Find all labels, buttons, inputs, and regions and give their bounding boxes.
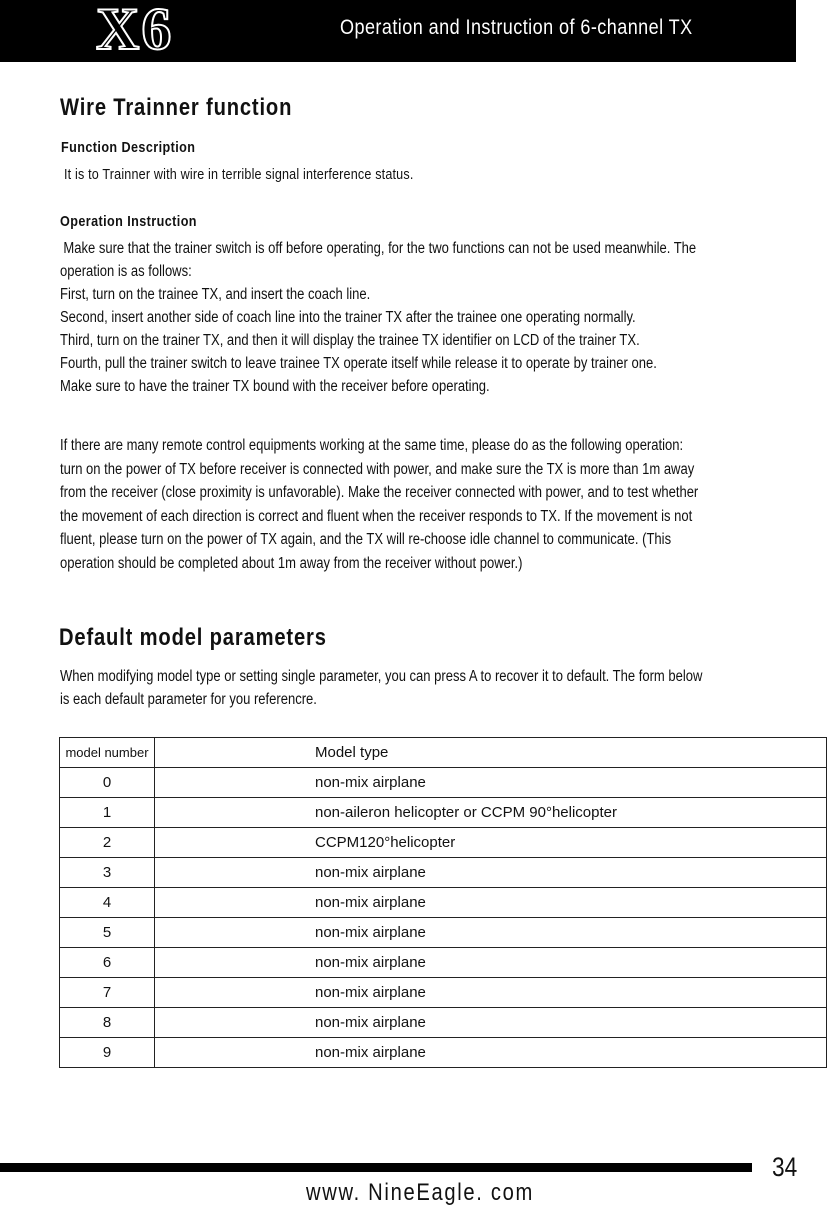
default-parameters-table xyxy=(59,737,827,1068)
table-row xyxy=(60,948,827,978)
website-url: www. NineEagle. com xyxy=(306,1179,535,1206)
model-number-cell: 9 xyxy=(60,1038,155,1068)
function-description-heading: Function Description xyxy=(61,139,196,156)
defaults-intro-text: When modifying model type or setting single parameter, you can press A to recover it to default. The form below is each default parameter for you referencre. xyxy=(60,668,703,708)
logo: X6 xyxy=(96,0,174,62)
model-type-cell: non-mix airplane xyxy=(155,768,827,798)
model-number-cell: 4 xyxy=(60,888,155,918)
table-row xyxy=(60,918,827,948)
model-number-cell: 2 xyxy=(60,828,155,858)
defaults-section-title: Default model parameters xyxy=(59,624,327,651)
operation-instruction-text: Make sure that the trainer switch is off before operating, for the two functions can not be used meanwhile. The operation is as follows: First, turn on the trainee TX, and insert the coach line. Second, insert another side of coach line into the trainer TX after the trainee one operating normally. Third, turn on the trainer TX, and then it will display the trainee TX identifier on LCD of the trainer TX. Fourth, pull the trainer switch to leave trainee TX operate itself while release it to operate by trainer one. Make sure to have the trainer TX bound with the receiver before operating. xyxy=(60,240,697,395)
footer-divider xyxy=(0,1163,752,1172)
model-type-cell: non-mix airplane xyxy=(155,1008,827,1038)
model-number-cell: 0 xyxy=(60,768,155,798)
header-model-number: model number xyxy=(60,738,155,768)
operation-instruction-heading: Operation Instruction xyxy=(60,213,197,230)
model-number-cell: 6 xyxy=(60,948,155,978)
trainer-section-title: Wire Trainner function xyxy=(60,94,293,121)
function-description-text: It is to Trainner with wire in terrible signal interference status. xyxy=(64,166,414,183)
table-row xyxy=(60,1008,827,1038)
table-row xyxy=(60,978,827,1008)
table-row xyxy=(60,1038,827,1068)
model-number-cell: 1 xyxy=(60,798,155,828)
model-number-cell: 3 xyxy=(60,858,155,888)
table-row xyxy=(60,768,827,798)
table-row xyxy=(60,858,827,888)
model-type-cell: non-mix airplane xyxy=(155,918,827,948)
model-type-cell: CCPM120°helicopter xyxy=(155,828,827,858)
model-type-cell: non-mix airplane xyxy=(155,978,827,1008)
model-number-cell: 5 xyxy=(60,918,155,948)
interference-text: If there are many remote control equipments working at the same time, please do as the following operation: turn on the power of TX before receiver is connected with power, and make sure the TX is more than 1m away from the receiver (close proximity is unfavorable). Make the receiver connected with power, and to test whether the movement of each direction is correct and fluent when the receiver responds to TX. If the movement is not fluent, please turn on the power of TX again, and the TX will re-choose idle channel to communicate. (This operation should be completed about 1m away from the receiver without power.) xyxy=(60,437,699,572)
table-row xyxy=(60,828,827,858)
model-type-cell: non-mix airplane xyxy=(155,858,827,888)
header-title: Operation and Instruction of 6-channel TX xyxy=(340,16,693,39)
model-number-cell: 7 xyxy=(60,978,155,1008)
table-row xyxy=(60,888,827,918)
page-number: 34 xyxy=(772,1152,798,1182)
model-type-cell: non-aileron helicopter or CCPM 90°helicopter xyxy=(155,798,827,828)
model-type-cell: non-mix airplane xyxy=(155,948,827,978)
model-type-cell: non-mix airplane xyxy=(155,888,827,918)
model-number-cell: 8 xyxy=(60,1008,155,1038)
header-model-type: Model type xyxy=(155,738,827,768)
model-type-cell: non-mix airplane xyxy=(155,1038,827,1068)
table-header-row xyxy=(60,738,827,768)
table-row xyxy=(60,798,827,828)
